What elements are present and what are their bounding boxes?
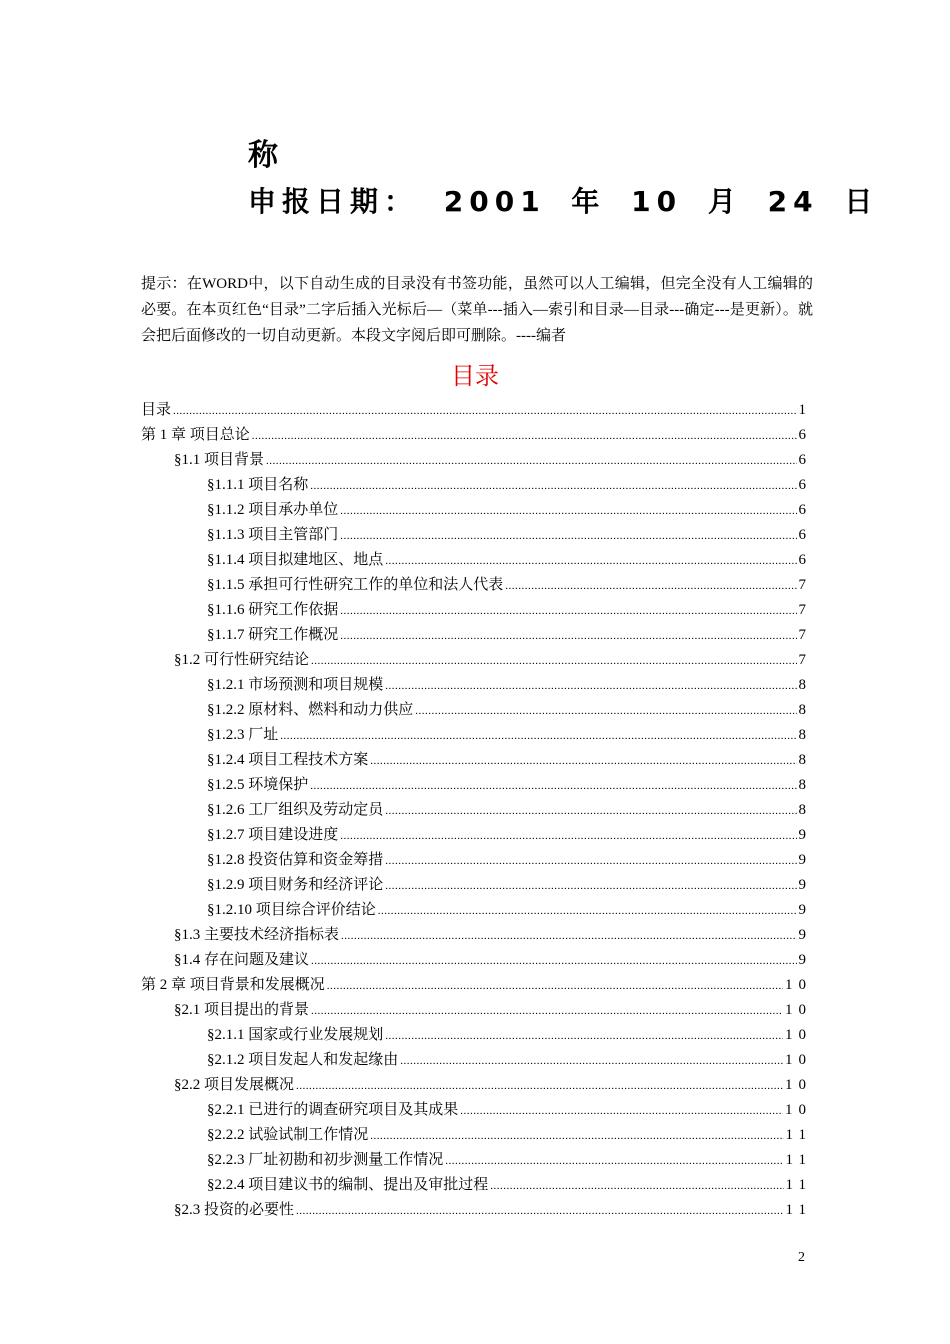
toc-entry-label: §2.3 投资的必要性 xyxy=(174,1202,295,1218)
toc-entry-page: 6 xyxy=(798,552,812,568)
toc-leader-dots xyxy=(505,574,796,599)
toc-leader-dots xyxy=(296,1199,784,1224)
toc-entry-label: §2.1.2 项目发起人和发起缘由 xyxy=(207,1052,399,1068)
toc-entry-label: §1.2.3 厂址 xyxy=(207,727,279,743)
toc-entry-label: §2.1.1 国家或行业发展规划 xyxy=(207,1027,384,1043)
toc-entry-label: §1.2.5 环境保护 xyxy=(207,777,309,793)
toc-entry-label: §1.1.5 承担可行性研究工作的单位和法人代表 xyxy=(207,577,504,593)
toc-leader-dots xyxy=(173,399,796,424)
toc-leader-dots xyxy=(280,724,796,749)
page-number: 2 xyxy=(798,1250,805,1265)
toc-leader-dots xyxy=(266,449,796,474)
toc-entry[interactable] xyxy=(141,1148,812,1173)
toc-entry[interactable] xyxy=(141,598,812,623)
toc-entry-page: 6 xyxy=(798,477,812,493)
toc-entry[interactable] xyxy=(141,773,812,798)
toc-entry-page: 9 xyxy=(798,877,812,893)
toc-entry-label: §1.2.4 项目工程技术方案 xyxy=(207,752,369,768)
toc-entry[interactable] xyxy=(141,1048,812,1073)
toc-entry[interactable] xyxy=(141,498,812,523)
toc-entry-label: §1.1.6 研究工作依据 xyxy=(207,602,339,618)
toc-entry-page: 11 xyxy=(785,1202,812,1218)
toc-entry[interactable] xyxy=(141,623,812,648)
toc-entry-label: §1.1.4 项目拟建地区、地点 xyxy=(207,552,384,568)
toc-entry-label: §1.1.1 项目名称 xyxy=(207,477,309,493)
toc-entry-page: 10 xyxy=(785,977,812,993)
toc-leader-dots xyxy=(340,499,796,524)
toc-leader-dots xyxy=(445,1149,783,1174)
toc-entry-page: 7 xyxy=(798,577,812,593)
toc-leader-dots xyxy=(385,799,796,824)
toc-entry-label: §1.2.7 项目建设进度 xyxy=(207,827,339,843)
toc-entry-page: 7 xyxy=(798,602,812,618)
toc-entry-label: §1.1 项目背景 xyxy=(174,452,265,468)
toc-entry[interactable] xyxy=(141,973,812,998)
toc-entry[interactable] xyxy=(141,748,812,773)
toc-entry[interactable] xyxy=(141,1198,812,1223)
toc-entry[interactable] xyxy=(141,923,812,948)
toc-leader-dots xyxy=(341,924,796,949)
toc-entry[interactable] xyxy=(141,873,812,898)
toc-entry-page: 6 xyxy=(798,427,812,443)
toc-leader-dots xyxy=(327,974,783,999)
toc-entry[interactable] xyxy=(141,998,812,1023)
toc-entry-label: §1.4 存在问题及建议 xyxy=(174,952,310,968)
header-line-date: 申报日期： 2001 年 10 月 24 日 xyxy=(248,185,879,218)
toc-entry-page: 10 xyxy=(785,1002,812,1018)
toc-leader-dots xyxy=(311,999,783,1024)
toc-entry[interactable] xyxy=(141,1173,812,1198)
toc-entry-label: §1.2 可行性研究结论 xyxy=(174,652,310,668)
table-of-contents xyxy=(141,398,812,1223)
toc-entry[interactable] xyxy=(141,423,812,448)
toc-entry[interactable] xyxy=(141,1073,812,1098)
toc-entry-label: §2.1 项目提出的背景 xyxy=(174,1002,310,1018)
toc-entry-label: §2.2.2 试验试制工作情况 xyxy=(207,1127,369,1143)
toc-leader-dots xyxy=(370,749,796,774)
toc-leader-dots xyxy=(311,949,796,974)
toc-entry-page: 8 xyxy=(798,777,812,793)
toc-leader-dots xyxy=(370,1124,783,1149)
toc-entry[interactable] xyxy=(141,898,812,923)
toc-entry-page: 8 xyxy=(798,727,812,743)
toc-entry[interactable] xyxy=(141,1098,812,1123)
toc-entry-page: 8 xyxy=(798,677,812,693)
toc-entry-page: 10 xyxy=(785,1077,812,1093)
toc-leader-dots xyxy=(400,1049,783,1074)
toc-entry-page: 8 xyxy=(798,802,812,818)
toc-entry[interactable] xyxy=(141,1023,812,1048)
toc-entry-label: §2.2.3 厂址初勘和初步测量工作情况 xyxy=(207,1152,444,1168)
toc-entry[interactable] xyxy=(141,673,812,698)
toc-entry-label: 第 2 章 项目背景和发展概况 xyxy=(141,977,325,993)
toc-entry[interactable] xyxy=(141,848,812,873)
toc-entry[interactable] xyxy=(141,723,812,748)
toc-entry-page: 8 xyxy=(798,752,812,768)
toc-entry-label: §1.2.10 项目综合评价结论 xyxy=(207,902,376,918)
toc-leader-dots xyxy=(252,424,797,449)
toc-leader-dots xyxy=(378,899,797,924)
toc-entry-label: §1.2.2 原材料、燃料和动力供应 xyxy=(207,702,414,718)
toc-entry-page: 6 xyxy=(798,452,812,468)
toc-entry-label: §2.2.1 已进行的调查研究项目及其成果 xyxy=(207,1102,459,1118)
toc-leader-dots xyxy=(385,674,796,699)
toc-entry-page: 11 xyxy=(785,1177,812,1193)
toc-entry-page: 10 xyxy=(785,1102,812,1118)
toc-entry-label: §1.2.8 投资估算和资金筹措 xyxy=(207,852,384,868)
toc-entry[interactable] xyxy=(141,823,812,848)
toc-entry-page: 6 xyxy=(798,502,812,518)
toc-entry[interactable] xyxy=(141,948,812,973)
toc-entry-page: 11 xyxy=(785,1152,812,1168)
toc-title: 目录 xyxy=(451,362,499,390)
toc-leader-dots xyxy=(340,599,796,624)
toc-entry-page: 9 xyxy=(798,927,812,943)
toc-entry-label: 第 1 章 项目总论 xyxy=(141,427,250,443)
toc-entry-label: §1.1.3 项目主管部门 xyxy=(207,527,339,543)
toc-entry-label: §1.1.2 项目承办单位 xyxy=(207,502,339,518)
toc-leader-dots xyxy=(385,849,796,874)
toc-entry[interactable] xyxy=(141,398,812,423)
toc-leader-dots xyxy=(460,1099,783,1124)
toc-entry-label: §1.3 主要技术经济指标表 xyxy=(174,927,340,943)
toc-entry-label: §2.2 项目发展概况 xyxy=(174,1077,295,1093)
toc-entry-page: 7 xyxy=(798,652,812,668)
toc-leader-dots xyxy=(385,874,796,899)
toc-leader-dots xyxy=(385,549,796,574)
toc-entry-page: 10 xyxy=(785,1052,812,1068)
toc-leader-dots xyxy=(340,624,796,649)
toc-leader-dots xyxy=(296,1074,783,1099)
toc-entry[interactable] xyxy=(141,448,812,473)
toc-entry-label: §1.1.7 研究工作概况 xyxy=(207,627,339,643)
toc-entry-label: 目录 xyxy=(141,402,172,418)
toc-entry[interactable] xyxy=(141,573,812,598)
toc-entry-page: 9 xyxy=(798,952,812,968)
header-line-name: 称 xyxy=(248,138,280,173)
toc-leader-dots xyxy=(310,474,796,499)
toc-entry[interactable] xyxy=(141,548,812,573)
toc-entry[interactable] xyxy=(141,523,812,548)
toc-entry-page: 10 xyxy=(785,1027,812,1043)
toc-leader-dots xyxy=(340,824,796,849)
toc-leader-dots xyxy=(415,699,796,724)
toc-leader-dots xyxy=(311,649,796,674)
toc-entry-label: §1.2.9 项目财务和经济评论 xyxy=(207,877,384,893)
toc-entry[interactable] xyxy=(141,473,812,498)
toc-entry-page: 6 xyxy=(798,527,812,543)
toc-entry-label: §1.2.6 工厂组织及劳动定员 xyxy=(207,802,384,818)
toc-entry[interactable] xyxy=(141,698,812,723)
toc-entry-page: 9 xyxy=(798,852,812,868)
toc-leader-dots xyxy=(340,524,796,549)
toc-entry-page: 9 xyxy=(798,902,812,918)
toc-entry-label: §2.2.4 项目建议书的编制、提出及审批过程 xyxy=(207,1177,489,1193)
toc-entry-label: §1.2.1 市场预测和项目规模 xyxy=(207,677,384,693)
toc-entry[interactable] xyxy=(141,1123,812,1148)
toc-leader-dots xyxy=(490,1174,783,1199)
toc-entry-page: 11 xyxy=(785,1127,812,1143)
toc-entry-page: 7 xyxy=(798,627,812,643)
toc-entry-page: 9 xyxy=(798,827,812,843)
toc-entry[interactable] xyxy=(141,798,812,823)
hint-paragraph: 提示：在WORD中，以下自动生成的目录没有书签功能，虽然可以人工编辑，但完全没有人工编辑的必要。在本页红色“目录”二字后插入光标后—（菜单---插入—索引和目录—目录---确定---是更新）。就会把后面修改的一切自动更新。本段文字阅后即可删除。----编者 xyxy=(141,276,813,344)
toc-entry-page: 1 xyxy=(798,402,812,418)
toc-entry[interactable] xyxy=(141,648,812,673)
toc-leader-dots xyxy=(310,774,796,799)
toc-leader-dots xyxy=(385,1024,783,1049)
toc-entry-page: 8 xyxy=(798,702,812,718)
